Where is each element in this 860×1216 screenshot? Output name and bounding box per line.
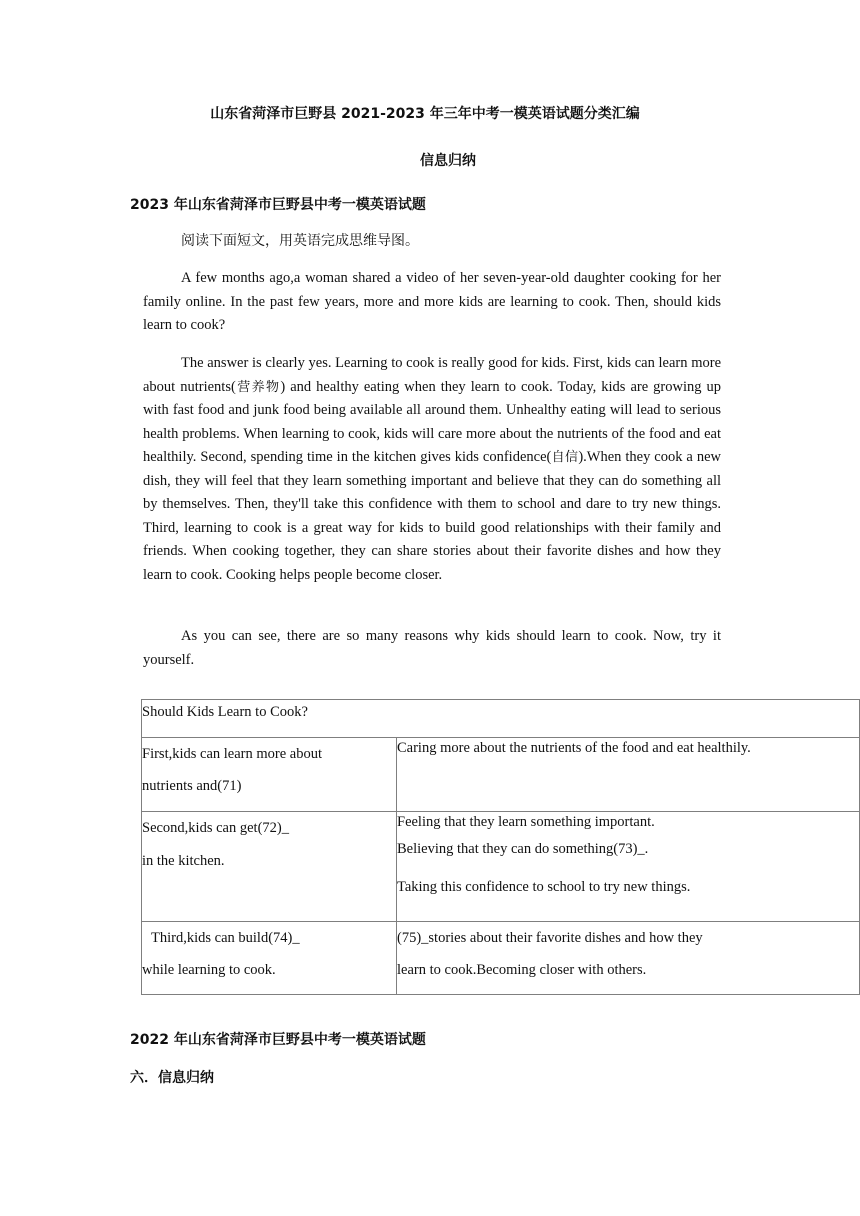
row3-right-cell	[397, 922, 860, 995]
mindmap-title-cell: Should Kids Learn to Cook?	[142, 700, 860, 738]
row2-right-line3: Taking this confidence to school to try new things.	[397, 879, 691, 895]
row2-left-line1: Second,kids can get(72)_	[142, 820, 289, 836]
row3-left-line1: Third,kids can build(74)_	[151, 930, 300, 946]
mindmap-table	[141, 699, 860, 995]
document-title: 山东省菏泽市巨野县 2021-2023 年三年中考一模英语试题分类汇编	[210, 106, 640, 122]
paragraph-2-part-b: ) and healthy eating when they learn to cook. Today, kids are growing up with fast food and junk food being available all around them. Unhealthy eating will lead to serious health problems. When learning to cook, kids will care more about the nutrients of the food and eat healthily. Second, spending time in the kitchen gives kids confidence(	[143, 378, 721, 465]
row1-right-cell: Caring more about the nutrients of the food and eat healthily.	[397, 738, 860, 812]
row3-left-cell	[142, 922, 397, 995]
row2-right-line2: Believing that they can do something(73)_.	[397, 841, 649, 857]
row2-left-line2: in the kitchen.	[142, 853, 225, 869]
instruction-text: 阅读下面短文，用英语完成思维导图。	[181, 233, 419, 249]
section-heading-six: 六．信息归纳	[130, 1070, 214, 1086]
passage-paragraph-1: A few months ago,a woman shared a video of her seven-year-old daughter cooking for her family online. In the past few years, more and more kids are learning to cook. Then, should kids learn to cook?	[143, 270, 721, 333]
passage-paragraph-2	[143, 352, 721, 587]
row3-right-line2: learn to cook.Becoming closer with others.	[397, 962, 647, 978]
row3-left-line2: while learning to cook.	[142, 962, 276, 978]
paragraph-2-part-c: ).When they cook a new dish, they will feel that they learn something important and believe that they can do something all by themselves. Then, they'll take this confidence with them to school and dare to try new things. Third, learning to cook is a great way for kids to build good relationships with their family and friends. When cooking together, they can share stories about their favorite dishes and how they learn to cook. Cooking helps people become closer.	[143, 449, 721, 583]
paragraph-2-chinese-confidence: 自信	[551, 450, 579, 465]
paragraph-2-chinese-nutrients: 营养物	[235, 379, 281, 395]
section-heading-2022: 2022 年山东省菏泽市巨野县中考一模英语试题	[130, 1032, 426, 1048]
row1-left-line1: First,kids can learn more about	[142, 746, 322, 762]
row1-left-cell	[142, 738, 397, 812]
row2-right-line1: Feeling that they learn something important.	[397, 814, 655, 830]
row3-right-line1: (75)_stories about their favorite dishes and how they	[397, 930, 703, 946]
row1-left-line2: nutrients and(71)	[142, 778, 242, 794]
row2-right-cell	[397, 812, 860, 922]
section-heading-2023: 2023 年山东省菏泽市巨野县中考一模英语试题	[130, 197, 426, 213]
document-subtitle: 信息归纳	[420, 153, 476, 169]
passage-paragraph-3: As you can see, there are so many reasons why kids should learn to cook. Now, try it yourself.	[143, 628, 721, 668]
paragraph-2-part-a: The answer is clearly yes. Learning to cook is really good for kids. First, kids can learn more about nutrients(	[143, 355, 721, 395]
row2-left-cell	[142, 812, 397, 922]
